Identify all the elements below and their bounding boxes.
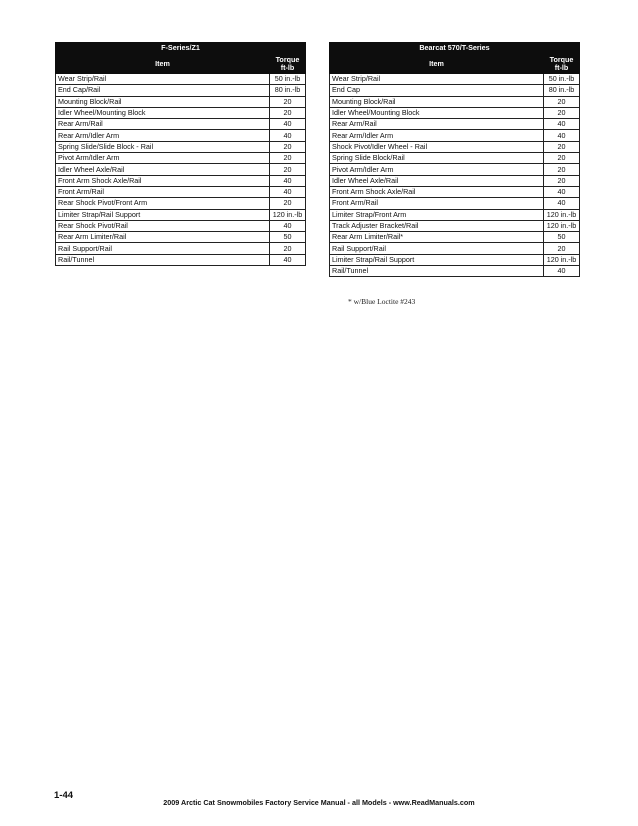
torque-cell: 40 — [544, 198, 580, 209]
item-cell: Spring Slide Block/Rail — [330, 153, 544, 164]
table-row — [330, 96, 580, 107]
item-cell: Rail Support/Rail — [56, 243, 270, 254]
table-row — [330, 186, 580, 197]
torque-cell: 20 — [544, 243, 580, 254]
column-header-item: Item — [330, 54, 544, 74]
torque-cell: 40 — [544, 266, 580, 277]
torque-cell: 40 — [270, 186, 306, 197]
table-row — [56, 175, 306, 186]
torque-cell: 50 in.-lb — [544, 74, 580, 85]
torque-cell: 40 — [270, 254, 306, 265]
item-cell: Shock Pivot/Idler Wheel - Rail — [330, 141, 544, 152]
table-row — [56, 186, 306, 197]
torque-cell: 120 in.-lb — [544, 254, 580, 265]
torque-cell: 20 — [544, 175, 580, 186]
table-row — [56, 107, 306, 118]
table-row — [56, 243, 306, 254]
item-cell: Front Arm Shock Axle/Rail — [330, 186, 544, 197]
torque-cell: 40 — [270, 175, 306, 186]
table-row — [56, 141, 306, 152]
table-row — [56, 96, 306, 107]
item-cell: Mounting Block/Rail — [56, 96, 270, 107]
item-cell: Wear Strip/Rail — [330, 74, 544, 85]
torque-table-f-series — [55, 42, 306, 266]
column-header-torque — [544, 54, 580, 74]
table-row — [330, 119, 580, 130]
item-cell: Rear Arm Limiter/Rail* — [330, 232, 544, 243]
table-row — [330, 175, 580, 186]
item-cell: Rail/Tunnel — [330, 266, 544, 277]
item-cell: Idler Wheel/Mounting Block — [56, 107, 270, 118]
table-row — [330, 220, 580, 231]
item-cell: Rail Support/Rail — [330, 243, 544, 254]
table-row — [330, 153, 580, 164]
torque-cell: 40 — [270, 130, 306, 141]
torque-cell: 120 in.-lb — [544, 209, 580, 220]
item-cell: End Cap/Rail — [56, 85, 270, 96]
column-header-torque — [270, 54, 306, 74]
torque-cell: 50 in.-lb — [270, 74, 306, 85]
torque-cell: 20 — [270, 141, 306, 152]
torque-cell: 40 — [544, 186, 580, 197]
torque-cell: 40 — [270, 220, 306, 231]
item-cell: Front Arm/Rail — [330, 198, 544, 209]
page-number: 1-44 — [54, 790, 74, 801]
torque-cell: 20 — [270, 198, 306, 209]
table-row — [330, 130, 580, 141]
item-cell: Rear Arm/Idler Arm — [56, 130, 270, 141]
table-row — [330, 266, 580, 277]
torque-header-line2: ft-lb — [554, 62, 569, 72]
item-cell: Limiter Strap/Rail Support — [330, 254, 544, 265]
table-row — [330, 254, 580, 265]
table-row — [56, 153, 306, 164]
table-row — [56, 164, 306, 175]
table-series-title: Bearcat 570/T-Series — [330, 43, 580, 54]
torque-cell: 80 in.-lb — [544, 85, 580, 96]
item-cell: Rear Arm/Rail — [330, 119, 544, 130]
table-row — [330, 243, 580, 254]
table-row — [56, 220, 306, 231]
column-header-item: Item — [56, 54, 270, 74]
table-row — [56, 198, 306, 209]
item-cell: Rear Arm Limiter/Rail — [56, 232, 270, 243]
table-row — [330, 141, 580, 152]
torque-cell: 20 — [544, 107, 580, 118]
torque-cell: 20 — [270, 153, 306, 164]
table-row — [330, 164, 580, 175]
item-cell: Limiter Strap/Front Arm — [330, 209, 544, 220]
table-row — [330, 85, 580, 96]
item-cell: Rear Shock Pivot/Front Arm — [56, 198, 270, 209]
item-cell: Idler Wheel Axle/Rail — [56, 164, 270, 175]
table-row — [56, 232, 306, 243]
table-row — [330, 232, 580, 243]
torque-cell: 50 — [270, 232, 306, 243]
table-row — [56, 119, 306, 130]
item-cell: Pivot Arm/Idler Arm — [330, 164, 544, 175]
footnote: * w/Blue Loctite #243 — [348, 297, 416, 306]
torque-cell: 40 — [270, 119, 306, 130]
torque-cell: 20 — [544, 153, 580, 164]
torque-cell: 40 — [544, 130, 580, 141]
torque-header-line1: Torque — [549, 54, 574, 64]
table-row — [56, 85, 306, 96]
item-cell: Idler Wheel Axle/Rail — [330, 175, 544, 186]
table-series-title: F-Series/Z1 — [56, 43, 306, 54]
table-row — [56, 130, 306, 141]
table-row — [330, 198, 580, 209]
torque-cell: 20 — [544, 164, 580, 175]
torque-cell: 20 — [270, 164, 306, 175]
table-row — [330, 107, 580, 118]
item-cell: Rear Shock Pivot/Rail — [56, 220, 270, 231]
table-row — [56, 254, 306, 265]
torque-cell: 20 — [270, 107, 306, 118]
item-cell: Rear Arm/Rail — [56, 119, 270, 130]
item-cell: Front Arm/Rail — [56, 186, 270, 197]
table-row — [330, 209, 580, 220]
item-cell: Rail/Tunnel — [56, 254, 270, 265]
torque-cell: 120 in.-lb — [270, 209, 306, 220]
item-cell: Track Adjuster Bracket/Rail — [330, 220, 544, 231]
torque-cell: 80 in.-lb — [270, 85, 306, 96]
torque-cell: 20 — [270, 96, 306, 107]
item-cell: Rear Arm/Idler Arm — [330, 130, 544, 141]
item-cell: Mounting Block/Rail — [330, 96, 544, 107]
torque-cell: 120 in.-lb — [544, 220, 580, 231]
torque-cell: 20 — [544, 141, 580, 152]
torque-cell: 50 — [544, 232, 580, 243]
torque-cell: 20 — [544, 96, 580, 107]
item-cell: Wear Strip/Rail — [56, 74, 270, 85]
torque-header-line2: ft-lb — [280, 62, 295, 72]
item-cell: Pivot Arm/Idler Arm — [56, 153, 270, 164]
item-cell: Spring Slide/Slide Block - Rail — [56, 141, 270, 152]
torque-header-line1: Torque — [275, 54, 300, 64]
item-cell: Idler Wheel/Mounting Block — [330, 107, 544, 118]
table-row — [56, 209, 306, 220]
item-cell: Front Arm Shock Axle/Rail — [56, 175, 270, 186]
torque-cell: 20 — [270, 243, 306, 254]
item-cell: End Cap — [330, 85, 544, 96]
table-row — [56, 74, 306, 85]
footer-text: 2009 Arctic Cat Snowmobiles Factory Service Manual - all Models - www.ReadManuals.com — [163, 798, 475, 807]
torque-cell: 40 — [544, 119, 580, 130]
torque-table-bearcat — [329, 42, 580, 277]
item-cell: Limiter Strap/Rail Support — [56, 209, 270, 220]
table-row — [330, 74, 580, 85]
